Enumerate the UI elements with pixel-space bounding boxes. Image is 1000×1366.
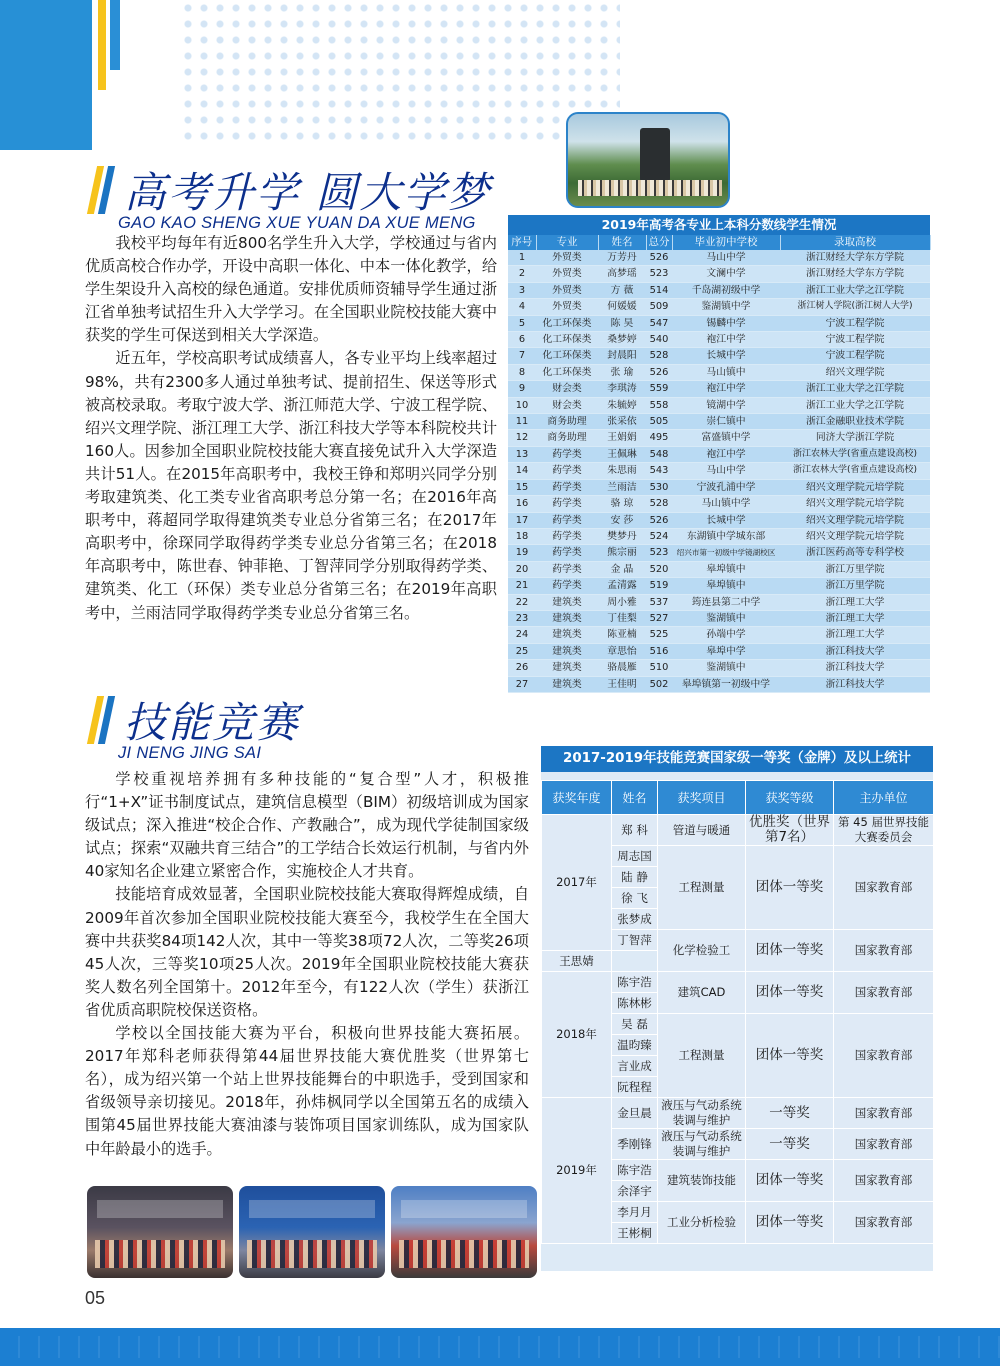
project-cell: 管道与暖通: [658, 815, 746, 846]
award-ceremony-photo: [87, 1186, 233, 1278]
level-cell: 一等奖: [746, 1129, 834, 1160]
section2-body: [85, 768, 529, 1161]
table-cell: 524: [646, 528, 672, 544]
table-cell: 外贸类: [536, 299, 598, 315]
table-cell: 浙江理工大学: [780, 610, 930, 626]
table-cell: 商务助理: [536, 430, 598, 446]
table-cell: 547: [646, 315, 672, 331]
table-cell: 浙江财经大学东方学院: [780, 250, 930, 266]
table-cell: 药学类: [536, 479, 598, 495]
name-cell: 王思婧: [542, 951, 612, 972]
table-cell: 马山镇中学: [672, 496, 780, 512]
table-cell: 24: [508, 627, 536, 643]
table-cell: 王佩琳: [598, 446, 646, 462]
table-cell: 526: [646, 364, 672, 380]
table-cell: 527: [646, 610, 672, 626]
table-cell: 绍兴市第一初级中学镜湖校区: [672, 545, 780, 561]
project-cell: 化学检验工: [658, 930, 746, 972]
table-row: [508, 528, 930, 544]
table-row: [508, 364, 930, 380]
level-cell: 团体一等奖: [746, 1202, 834, 1244]
heading-bars-icon: [90, 696, 120, 744]
table-cell: 建筑类: [536, 643, 598, 659]
table-cell: 长城中学: [672, 348, 780, 364]
table-cell: 浙江树人学院(浙江树人大学): [780, 299, 930, 315]
table-cell: 21: [508, 578, 536, 594]
table-cell: 孙端中学: [672, 627, 780, 643]
header-cell: 录取高校: [780, 235, 930, 250]
name-cell: 陈宇浩: [612, 972, 658, 993]
org-cell: 国家教育部: [834, 1098, 934, 1129]
header-cell: 获奖等级: [746, 781, 834, 815]
table-cell: 11: [508, 414, 536, 430]
table-row: [508, 578, 930, 594]
table-cell: 鉴湖镇中: [672, 610, 780, 626]
table-title: 2019年高考各专业上本科分数线学生情况: [508, 215, 930, 235]
table-cell: 方 薇: [598, 282, 646, 298]
table-cell: 张采依: [598, 414, 646, 430]
level-cell: 优胜奖（世界第7名）: [746, 815, 834, 846]
table-cell: 2: [508, 266, 536, 282]
name-cell: 王彬桐: [612, 1223, 658, 1244]
page-number: 05: [85, 1288, 106, 1308]
table-cell: 558: [646, 397, 672, 413]
table-cell: 皋埠镇中: [672, 578, 780, 594]
table-cell: 523: [646, 266, 672, 282]
table-row: [508, 266, 930, 282]
table-cell: 朱毓婷: [598, 397, 646, 413]
org-cell: 国家教育部: [834, 930, 934, 972]
table-cell: 浙江医药高等专科学校: [780, 545, 930, 561]
table-cell: 530: [646, 479, 672, 495]
table-row: [508, 610, 930, 626]
table-cell: 化工环保类: [536, 332, 598, 348]
table-cell: 510: [646, 660, 672, 676]
table-cell: 化工环保类: [536, 364, 598, 380]
table-cell: 浙江农林大学(省重点建设高校): [780, 446, 930, 462]
table-cell: 建筑类: [536, 627, 598, 643]
table-cell: 绍兴文理学院元培学院: [780, 496, 930, 512]
table-cell: 浙江工业大学之江学院: [780, 282, 930, 298]
table-cell: 14: [508, 463, 536, 479]
table-cell: 13: [508, 446, 536, 462]
table-cell: 袍江中学: [672, 381, 780, 397]
table-cell: 财会类: [536, 381, 598, 397]
table-cell: 镜湖中学: [672, 397, 780, 413]
table-row: [508, 332, 930, 348]
org-cell: 国家教育部: [834, 1014, 934, 1098]
table-cell: 20: [508, 561, 536, 577]
table-cell: 万芳丹: [598, 250, 646, 266]
paragraph: 学校重视培养拥有多种技能的“复合型”人才，积极推行“1+X”证书制度试点，建筑信息模型（BIM）初级培训成为国家级试点；深入推进“校企合作、产教融合”，成为现代学徒制国家级试点；探索“双融共育三结合”的工学结合长效运行机制，与省内外40家知名企业建立紧密合作，实施校企人才共育。: [85, 770, 529, 881]
table-cell: 李琪涛: [598, 381, 646, 397]
table-cell: 药学类: [536, 446, 598, 462]
section-title-en: GAO KAO SHENG XUE YUAN DA XUE MENG: [118, 214, 476, 232]
table-row: [508, 446, 930, 462]
table-row: [508, 348, 930, 364]
table-cell: 10: [508, 397, 536, 413]
table-cell: 文澜中学: [672, 266, 780, 282]
table-cell: 骆 琼: [598, 496, 646, 512]
table-row: [508, 414, 930, 430]
org-cell: 第 45 届世界技能大赛委员会: [834, 815, 934, 846]
paragraph: 技能培育成效显著，全国职业院校技能大赛取得辉煌成绩，自2009年首次参加全国职业院校技能大赛至今，我校学生在全国大赛中共获奖84项142人次，其中一等奖38项72人次，二等奖26项45人次，三等奖10项25人次。2019年全国职业院校技能大赛获奖人数名列全国第十。2012年至今，有122人次（学生）获浙江省优质高职院校保送资格。: [85, 885, 529, 1019]
bottom-band-decoration: [0, 1328, 1000, 1366]
table-cell: 27: [508, 676, 536, 692]
table-cell: 3: [508, 282, 536, 298]
org-cell: 国家教育部: [834, 972, 934, 1014]
table-cell: 陈 昊: [598, 315, 646, 331]
table-row: [508, 643, 930, 659]
table-row: [508, 496, 930, 512]
table-cell: 樊梦丹: [598, 528, 646, 544]
industrial-analysis-contest-photo: [391, 1186, 537, 1278]
table-cell: 药学类: [536, 463, 598, 479]
table-cell: 药学类: [536, 561, 598, 577]
table-cell: 19: [508, 545, 536, 561]
table-cell: 宁波工程学院: [780, 332, 930, 348]
gaokao-score-table: [508, 215, 930, 690]
project-cell: 工程测量: [658, 846, 746, 930]
table-cell: 浙江科技大学: [780, 660, 930, 676]
table-cell: 兰雨洁: [598, 479, 646, 495]
table-cell: 药学类: [536, 528, 598, 544]
table-cell: 519: [646, 578, 672, 594]
table-cell: 马山中学: [672, 250, 780, 266]
table-cell: 丁佳梨: [598, 610, 646, 626]
heading-bars-icon: [90, 166, 120, 214]
table-cell: 金 晶: [598, 561, 646, 577]
skills-award-table: [541, 746, 933, 1271]
table-cell: 筠连县第二中学: [672, 594, 780, 610]
project-cell: 建筑装饰技能: [658, 1160, 746, 1202]
table-cell: 周小雅: [598, 594, 646, 610]
table-cell: 建筑类: [536, 594, 598, 610]
table-row: [508, 512, 930, 528]
table-cell: 浙江万里学院: [780, 561, 930, 577]
name-cell: 陈宇浩: [612, 1160, 658, 1181]
table-row: [508, 250, 930, 266]
table-cell: 5: [508, 315, 536, 331]
table-cell: 安 莎: [598, 512, 646, 528]
table-row: [508, 282, 930, 298]
table-cell: 皋埠镇第一初级中学: [672, 676, 780, 692]
table-cell: 朱思雨: [598, 463, 646, 479]
name-cell: 张梦成: [612, 909, 658, 930]
table-cell: 514: [646, 282, 672, 298]
table-cell: 财会类: [536, 397, 598, 413]
table-cell: 骆晨雁: [598, 660, 646, 676]
name-cell: 季刚锋: [612, 1129, 658, 1160]
level-cell: 团体一等奖: [746, 1014, 834, 1098]
org-cell: 国家教育部: [834, 1160, 934, 1202]
name-cell: 阮程程: [612, 1077, 658, 1098]
table-cell: 外贸类: [536, 250, 598, 266]
table-cell: 浙江工业大学之江学院: [780, 381, 930, 397]
table-cell: 526: [646, 512, 672, 528]
header-cell: 姓名: [612, 781, 658, 815]
table-cell: 商务助理: [536, 414, 598, 430]
table-cell: 桑梦婷: [598, 332, 646, 348]
project-cell: 工业分析检验: [658, 1202, 746, 1244]
table-cell: 523: [646, 545, 672, 561]
table-cell: 皋埠中学: [672, 643, 780, 659]
table-cell: 陈亚楠: [598, 627, 646, 643]
paragraph: 学校以全国技能大赛为平台，积极向世界技能大赛拓展。2017年郑科老师获得第44届世界技能大赛优胜奖（世界第七名），成为绍兴第一个站上世界技能舞台的中职选手，受到国家和省级领导亲切接见。2018年，孙炜枫同学以全国第五名的成绩入围第45届世界技能大赛油漆与装饰项目国家训练队，成为国家队中年龄最小的选手。: [85, 1024, 529, 1158]
table-cell: 孟清露: [598, 578, 646, 594]
table-cell: 何媛媛: [598, 299, 646, 315]
paragraph: 近五年，学校高职考试成绩喜人，各专业平均上线率超过98%，共有2300多人通过单独考试、提前招生、保送等形式被高校录取。考取宁波大学、浙江师范大学、宁波工程学院、绍兴文理学院、浙江理工大学、浙江科技大学等本科院校共计160人。因参加全国职业院校技能大赛直接免试升入大学深造共计51人。在2015年高职考中，我校王铮和郑明兴同学分别考取建筑类、化工类专业省高职考总分第一名；在2016年高职考中，蒋超同学取得建筑类专业总分省第三名；在2017年高职考中，徐琛同学取得药学类专业总分省第三名；在2018年高职考中，陈世春、钟菲艳、丁智萍同学分别取得药学类、建筑类、化工（环保）类专业总分省第三名；在2019年高职考中，兰雨洁同学取得药学类专业总分省第三名。: [85, 349, 497, 622]
level-cell: 团体一等奖: [746, 930, 834, 972]
table-cell: 药学类: [536, 578, 598, 594]
section-title-cn: 技能竞赛: [124, 698, 301, 747]
table-cell: 505: [646, 414, 672, 430]
level-cell: 团体一等奖: [746, 846, 834, 930]
table-row: [508, 660, 930, 676]
table-row: [508, 430, 930, 446]
table-row: [508, 545, 930, 561]
header-cell: 获奖项目: [658, 781, 746, 815]
table-cell: 16: [508, 496, 536, 512]
table-cell: 520: [646, 561, 672, 577]
table-header-row: [542, 781, 934, 815]
table-cell: 锡麟中学: [672, 315, 780, 331]
table-cell: 同济大学浙江学院: [780, 430, 930, 446]
dot-pattern-decoration: [180, 0, 620, 140]
org-cell: 国家教育部: [834, 846, 934, 930]
table-row: [508, 315, 930, 331]
org-cell: 国家教育部: [834, 1129, 934, 1160]
table-row: [508, 676, 930, 692]
level-cell: 团体一等奖: [746, 972, 834, 1014]
table-cell: 15: [508, 479, 536, 495]
header-cell: 总分: [646, 235, 672, 250]
section1-body: [85, 232, 497, 625]
campus-photo: [566, 112, 730, 208]
table-cell: 绍兴文理学院元培学院: [780, 479, 930, 495]
table-cell: 526: [646, 250, 672, 266]
table-row: [508, 463, 930, 479]
table-row: [508, 627, 930, 643]
table-cell: 7: [508, 348, 536, 364]
table-cell: 22: [508, 594, 536, 610]
table-cell: 药学类: [536, 496, 598, 512]
table-cell: 17: [508, 512, 536, 528]
table-cell: 浙江科技大学: [780, 676, 930, 692]
table-cell: 528: [646, 348, 672, 364]
engineering-survey-contest-photo: [239, 1186, 385, 1278]
table-cell: 516: [646, 643, 672, 659]
name-cell: 徐 飞: [612, 888, 658, 909]
header-cell: 序号: [508, 235, 536, 250]
table-cell: 外贸类: [536, 266, 598, 282]
name-cell: 温昀臻: [612, 1035, 658, 1056]
table-cell: 袍江中学: [672, 332, 780, 348]
table-cell: 化工环保类: [536, 315, 598, 331]
table-cell: 化工环保类: [536, 348, 598, 364]
table-cell: 浙江万里学院: [780, 578, 930, 594]
table-row: [508, 381, 930, 397]
project-cell: 液压与气动系统装调与维护: [658, 1129, 746, 1160]
table-cell: 千岛湖初级中学: [672, 282, 780, 298]
table-cell: 鉴湖镇中: [672, 660, 780, 676]
table-cell: 长城中学: [672, 512, 780, 528]
header-cell: 毕业初中学校: [672, 235, 780, 250]
table-cell: 王娟娟: [598, 430, 646, 446]
table-cell: 宁波工程学院: [780, 348, 930, 364]
table-cell: 浙江科技大学: [780, 643, 930, 659]
table-cell: 8: [508, 364, 536, 380]
table-cell: 浙江理工大学: [780, 594, 930, 610]
table-cell: 章思怡: [598, 643, 646, 659]
name-cell: 余泽宇: [612, 1181, 658, 1202]
table-cell: 药学类: [536, 512, 598, 528]
header-cell: 专业: [536, 235, 598, 250]
table-cell: 熊宗丽: [598, 545, 646, 561]
table-cell: 18: [508, 528, 536, 544]
table-row: [508, 594, 930, 610]
table-title: 2017-2019年技能竞赛国家级一等奖（金牌）及以上统计: [541, 746, 933, 772]
table-cell: 25: [508, 643, 536, 659]
project-cell: 建筑CAD: [658, 972, 746, 1014]
table-cell: 药学类: [536, 545, 598, 561]
table-cell: 548: [646, 446, 672, 462]
org-cell: 国家教育部: [834, 1202, 934, 1244]
table-cell: 502: [646, 676, 672, 692]
paragraph: 我校平均每年有近800名学生升入大学，学校通过与省内优质高校合作办学，开设中高职一体化、中本一体化教学，给学生架设升入高校的绿色通道。安排优质师资辅导学生通过浙江省单独考试招生升入大学学习。在全国职业院校技能大赛中获奖的学生可保送到相关大学深造。: [85, 234, 497, 345]
table-cell: 宁波孔浦中学: [672, 479, 780, 495]
project-cell: 工程测量: [658, 1014, 746, 1098]
table-cell: 张 瑜: [598, 364, 646, 380]
table-cell: 26: [508, 660, 536, 676]
project-cell: 液压与气动系统装调与维护: [658, 1098, 746, 1129]
table-cell: 浙江金融职业技术学院: [780, 414, 930, 430]
table-cell: 1: [508, 250, 536, 266]
section-title-en: JI NENG JING SAI: [118, 744, 262, 762]
table-cell: 23: [508, 610, 536, 626]
table-cell: 浙江理工大学: [780, 627, 930, 643]
name-cell: 陈林彬: [612, 993, 658, 1014]
year-cell: 2019年: [542, 1098, 612, 1244]
table-cell: 537: [646, 594, 672, 610]
table-cell: 马山镇中: [672, 364, 780, 380]
table-cell: 浙江农林大学(省重点建设高校): [780, 463, 930, 479]
table-cell: 外贸类: [536, 282, 598, 298]
name-cell: 吴 磊: [612, 1014, 658, 1035]
table-cell: 东湖镇中学城东部: [672, 528, 780, 544]
table-cell: 崇仁镇中: [672, 414, 780, 430]
name-cell: 丁智萍: [612, 930, 658, 951]
table-cell: 鉴湖镇中学: [672, 299, 780, 315]
year-cell: 2017年: [542, 815, 612, 951]
table-cell: 浙江工业大学之江学院: [780, 397, 930, 413]
table-row: [508, 299, 930, 315]
table-cell: 王佳明: [598, 676, 646, 692]
table-cell: 马山中学: [672, 463, 780, 479]
year-cell: 2018年: [542, 972, 612, 1098]
name-cell: 金旦晨: [612, 1098, 658, 1129]
name-cell: 郑 科: [612, 815, 658, 846]
table-cell: 12: [508, 430, 536, 446]
table-cell: 高梦瑶: [598, 266, 646, 282]
table-cell: 建筑类: [536, 660, 598, 676]
table-cell: 540: [646, 332, 672, 348]
section-title-cn: 高考升学 圆大学梦: [124, 168, 492, 217]
table-row: [508, 479, 930, 495]
table-cell: 建筑类: [536, 676, 598, 692]
table-cell: 543: [646, 463, 672, 479]
table-cell: 富盛镇中学: [672, 430, 780, 446]
name-cell: 李月月: [612, 1202, 658, 1223]
table-cell: 528: [646, 496, 672, 512]
name-cell: 陆 静: [612, 867, 658, 888]
table-cell: 495: [646, 430, 672, 446]
table-cell: 绍兴文理学院: [780, 364, 930, 380]
table-row: [542, 972, 934, 993]
corner-decoration: [0, 0, 120, 150]
level-cell: 一等奖: [746, 1098, 834, 1129]
header-cell: 主办单位: [834, 781, 934, 815]
table-cell: 6: [508, 332, 536, 348]
table-cell: 绍兴文理学院元培学院: [780, 528, 930, 544]
table-cell: 皋埠镇中: [672, 561, 780, 577]
table-header-row: [508, 235, 930, 250]
name-cell: 言业成: [612, 1056, 658, 1077]
table-row: [508, 561, 930, 577]
table-cell: 封晨阳: [598, 348, 646, 364]
level-cell: 团体一等奖: [746, 1160, 834, 1202]
table-cell: 袍江中学: [672, 446, 780, 462]
table-cell: 建筑类: [536, 610, 598, 626]
header-cell: 姓名: [598, 235, 646, 250]
table-cell: 绍兴文理学院元培学院: [780, 512, 930, 528]
table-cell: 509: [646, 299, 672, 315]
table-cell: 浙江财经大学东方学院: [780, 266, 930, 282]
name-cell: 周志国: [612, 846, 658, 867]
table-cell: 4: [508, 299, 536, 315]
table-cell: 宁波工程学院: [780, 315, 930, 331]
table-cell: 9: [508, 381, 536, 397]
table-cell: 559: [646, 381, 672, 397]
table-row: [508, 397, 930, 413]
header-cell: 获奖年度: [542, 781, 612, 815]
table-cell: 525: [646, 627, 672, 643]
